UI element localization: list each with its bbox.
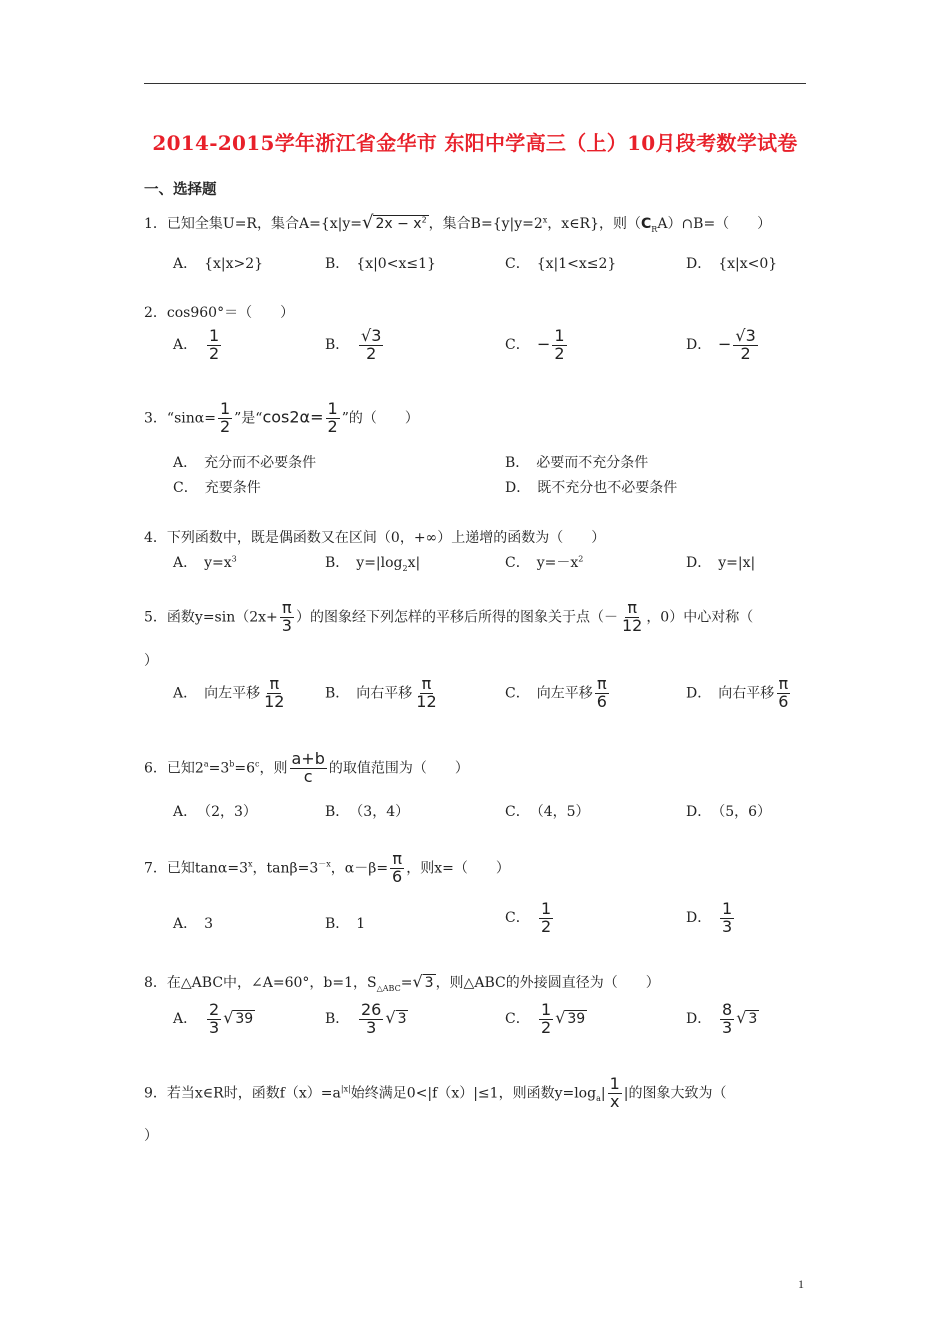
- q4-option-b[interactable]: B． $y=|\log_2x|$: [325, 555, 421, 573]
- sqrt-expression: √ $2x - x^2$: [361, 212, 427, 233]
- q1-option-c[interactable]: C． {x|1<x≤2}: [505, 256, 617, 272]
- q3-option-a[interactable]: A． 充分而不必要条件: [173, 455, 317, 471]
- question-3: 3．“sinα= $\frac{1}{2}$ ”是“cos2α= $\frac{1}{2}$ ”的（ ）: [144, 399, 419, 436]
- q4-option-c[interactable]: C． $y=-x^2$: [505, 554, 584, 571]
- q8-option-b[interactable]: B． $\frac{26}{3}$ √ 3: [325, 1000, 407, 1037]
- question-2: 2．cos960°＝（ ）: [144, 305, 295, 321]
- q6-option-d[interactable]: D． （5，6）: [686, 804, 772, 820]
- q8-option-d[interactable]: D． $\frac{8}{3}$ √ 3: [686, 1000, 758, 1037]
- q6-option-c[interactable]: C． （4，5）: [505, 804, 590, 820]
- top-rule: [144, 83, 806, 84]
- q7-option-d[interactable]: D． $\frac{1}{3}$: [686, 899, 733, 936]
- q2-option-c[interactable]: C． − $\frac{1}{2}$: [505, 326, 565, 363]
- q3-option-d[interactable]: D． 既不充分也不必要条件: [505, 480, 678, 496]
- q7-option-c[interactable]: C． $\frac{1}{2}$: [505, 899, 552, 936]
- question-6: 6．已知$2^a=3^b=6^c$，则 $\frac{a+b}{c}$ 的取值范围为（ ）: [144, 749, 469, 786]
- q3-option-b[interactable]: B． 必要而不充分条件: [505, 455, 649, 471]
- q2-option-b[interactable]: B． $\frac{√3}{2}$: [325, 326, 382, 363]
- q4-option-a[interactable]: A． $y=x^3$: [173, 554, 237, 571]
- q8-option-a[interactable]: A． $\frac{2}{3}$ √ 39: [173, 1000, 254, 1037]
- q7-option-b[interactable]: B． 1: [325, 916, 366, 932]
- q8-option-c[interactable]: C． $\frac{1}{2}$ √ 39: [505, 1000, 586, 1037]
- page-title: 2014-2015学年浙江省金华市 东阳中学高三（上）10月段考数学试卷: [152, 131, 798, 155]
- q5-option-c[interactable]: C． 向左平移 $\frac{\pi}{6}$: [505, 674, 607, 711]
- question-9: 9．若当x∈R时，函数$f(x)=a^{|x|}$始终满足0<|f（x）|≤1，则函数$y=\log_a|$ $\frac{1}{x}$ |的图象大致为（: [144, 1074, 727, 1111]
- q1-option-a[interactable]: A． {x|x>2}: [173, 256, 264, 272]
- q6-option-b[interactable]: B． （3，4）: [325, 804, 410, 820]
- q2-option-d[interactable]: D． − $\frac{√3}{2}$: [686, 326, 756, 363]
- question-9-continued: ）: [144, 1128, 158, 1144]
- q7-option-a[interactable]: A． 3: [173, 916, 214, 932]
- q1-option-b[interactable]: B． {x|0<x≤1}: [325, 256, 436, 272]
- question-8: 8．在△ABC中，∠A=60°，b=1，$S_{\triangle ABC}=√$ 3 ，则△ABC的外接圆直径为（ ）: [144, 972, 660, 993]
- question-5-continued: ）: [144, 653, 158, 669]
- q2-option-a[interactable]: A． $\frac{1}{2}$: [173, 326, 220, 363]
- q5-option-d[interactable]: D． 向右平移 $\frac{\pi}{6}$: [686, 674, 789, 711]
- question-7: 7．已知$\tan\alpha=3^x$，$\tan\beta=3^{-x}$，α－β= $\frac{\pi}{6}$ ，则x=（ ）: [144, 849, 510, 886]
- q5-option-a[interactable]: A． 向左平移 $\frac{\pi}{12}$: [173, 674, 285, 711]
- q1-option-d[interactable]: D． {x|x<0}: [686, 256, 778, 272]
- question-4: 4．下列函数中，既是偶函数又在区间（0，+∞）上递增的函数为（ ）: [144, 530, 606, 546]
- question-1: 1．已知全集U=R，集合A={x|y=√ $2x - x^2$ ，集合$B=\{y|y=2^x$，x∈R}，则$(C_RA)\cap B=$（ ）: [144, 212, 772, 234]
- q5-option-b[interactable]: B． 向右平移 $\frac{\pi}{12}$: [325, 674, 437, 711]
- q3-option-c[interactable]: C． 充要条件: [173, 480, 261, 496]
- question-5: 5．函数y=sin（2x+ $\frac{\pi}{3}$ ）的图象经下列怎样的平移后所得的图象关于点（－ $\frac{\pi}{12}$ ，0）中心对称（: [144, 598, 754, 635]
- page-number: 1: [798, 1277, 804, 1291]
- complement-symbol: C: [641, 216, 652, 232]
- section-heading: 一、选择题: [144, 181, 217, 198]
- q6-option-a[interactable]: A． （2，3）: [173, 804, 257, 820]
- q4-option-d[interactable]: D． y=|x|: [686, 555, 756, 571]
